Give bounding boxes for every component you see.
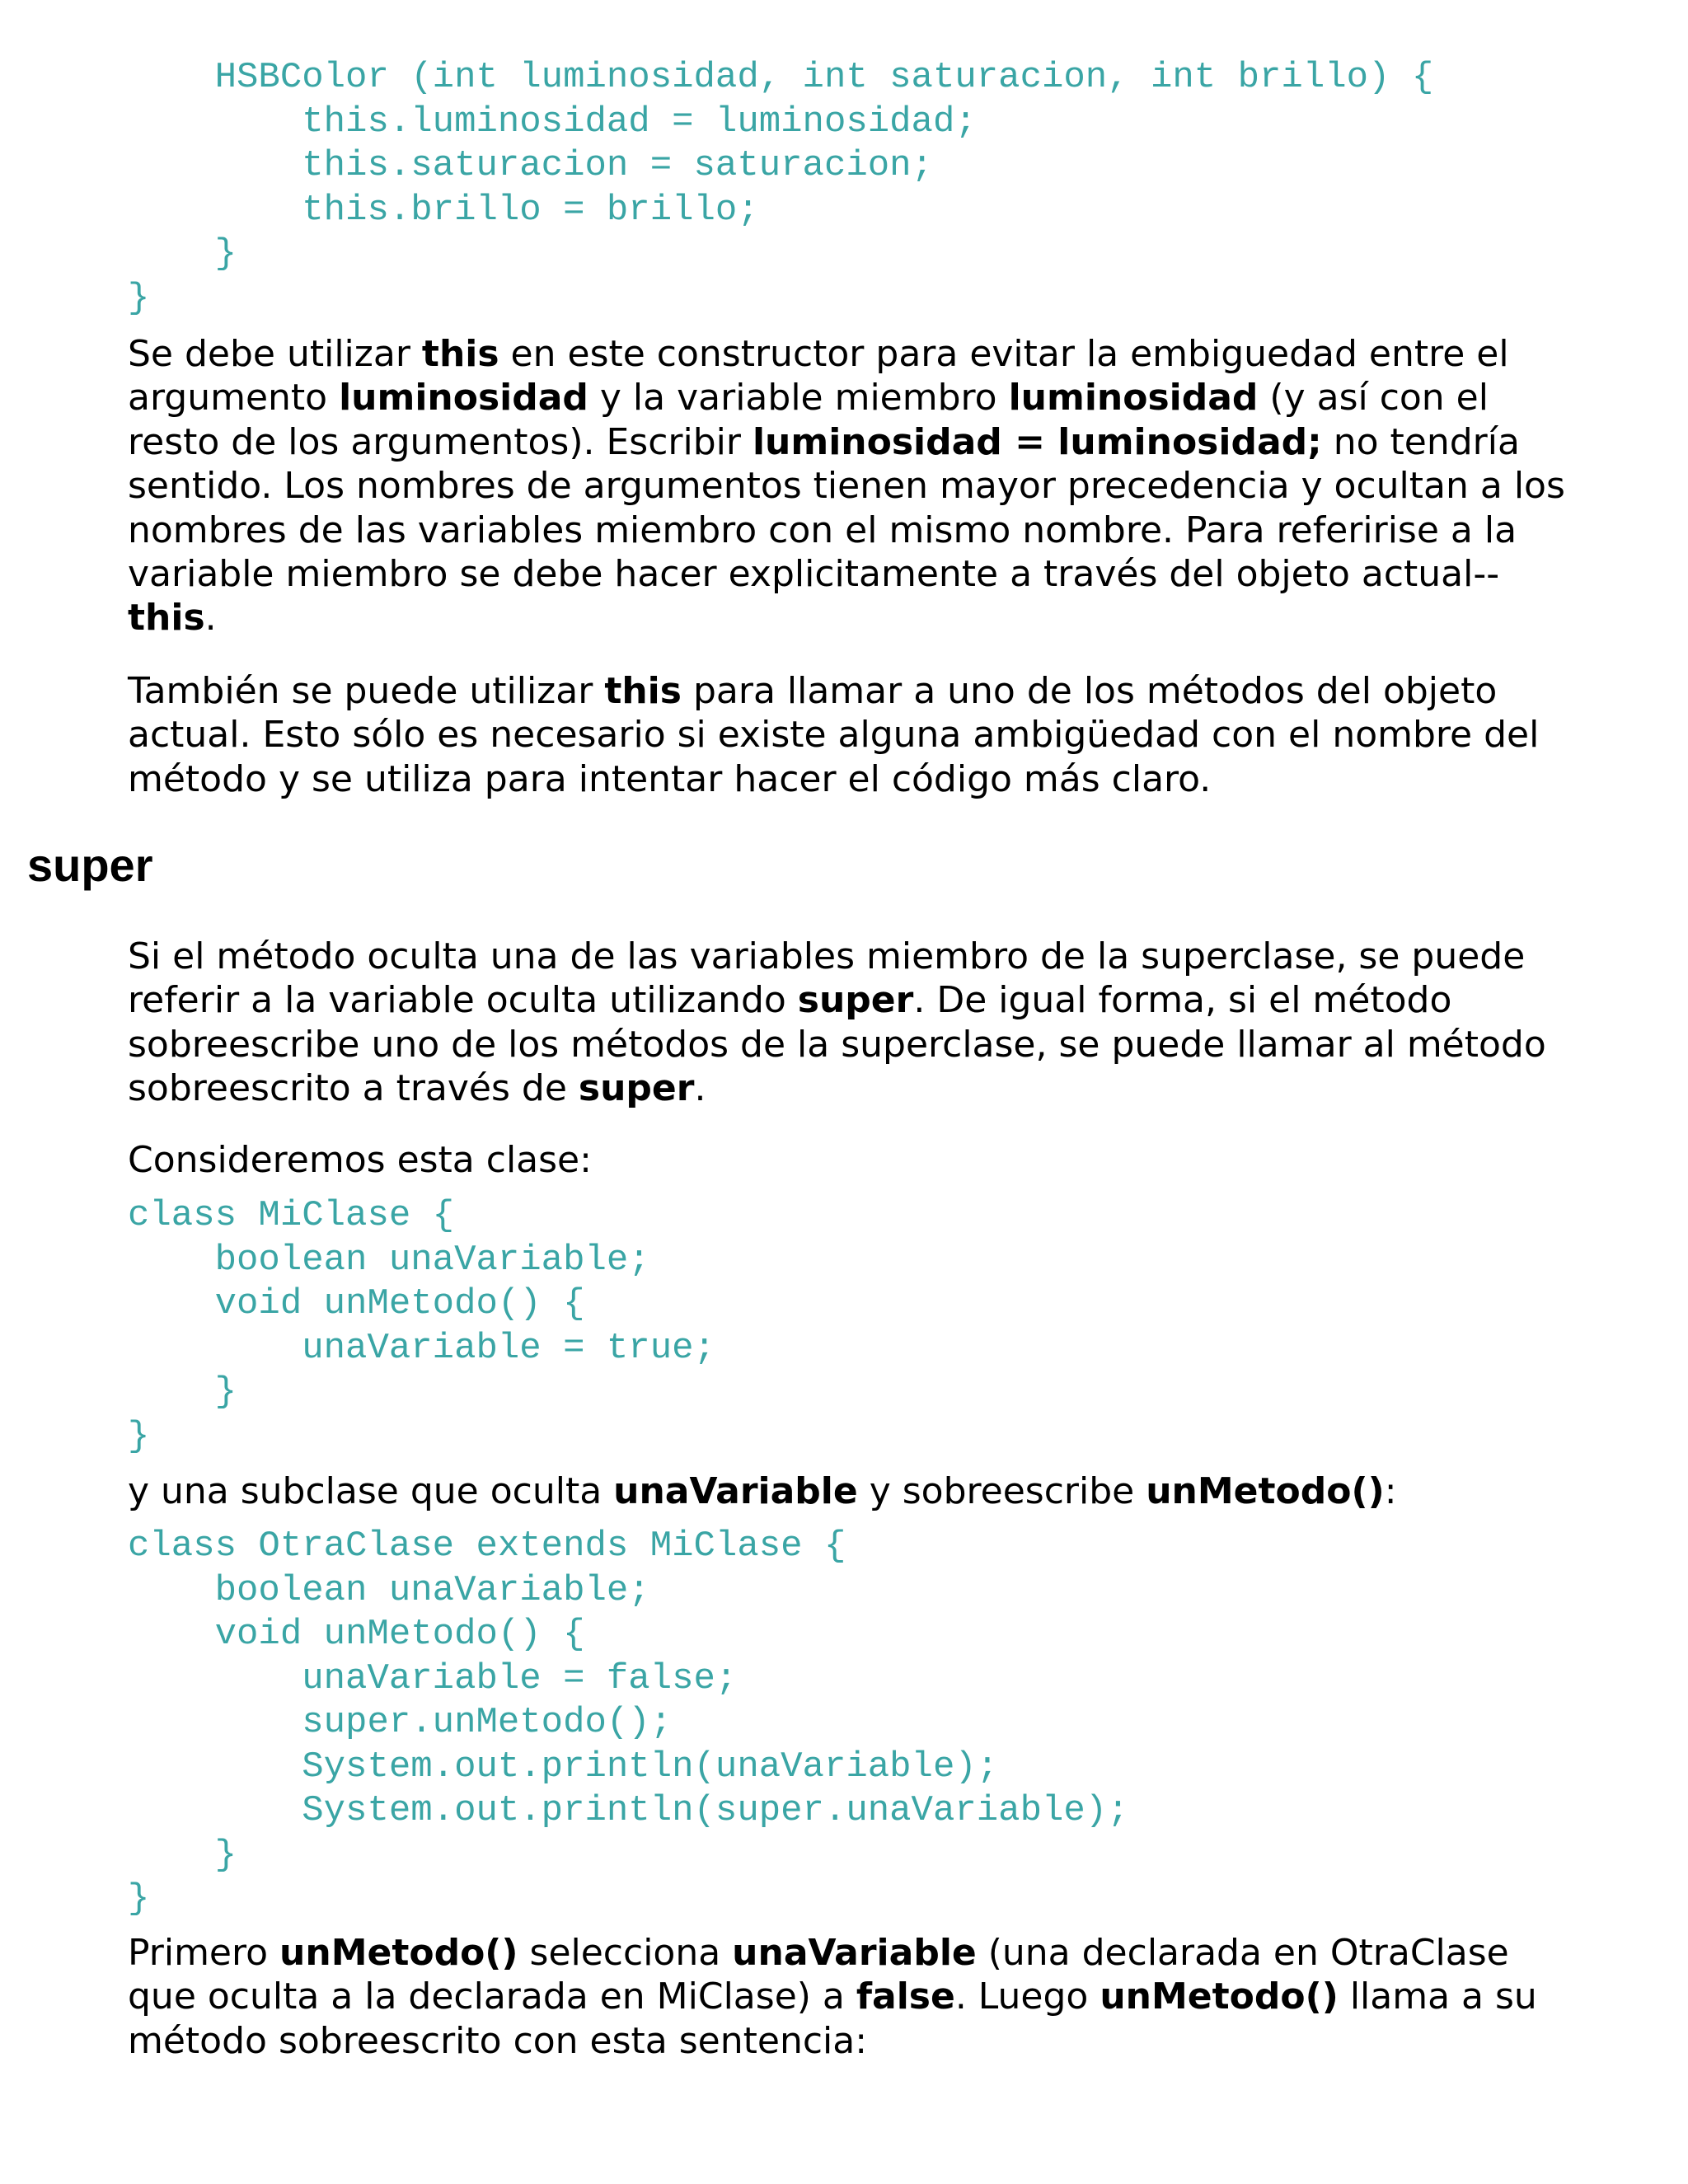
- text-run: (y así con el resto de los argumentos). Escribir: [128, 377, 1489, 463]
- section-heading-super: super: [27, 839, 153, 891]
- bold-term: luminosidad: [1008, 377, 1259, 419]
- text-run: . De igual forma, si el método sobreescribe uno de los métodos de la superclase, se puede llamar al método sobreescrito a través de: [128, 979, 1546, 1110]
- paragraph-this-methods: [128, 669, 1578, 801]
- bold-term: this: [604, 670, 682, 712]
- text-run: .: [204, 597, 217, 640]
- paragraph-subclass: [128, 1469, 1578, 1513]
- bold-term: unaVariable: [613, 1470, 858, 1512]
- bold-term: unMetodo(): [1100, 1975, 1339, 2018]
- text-run: llama a su método sobreescrito con esta sentencia:: [128, 1975, 1537, 2062]
- text-run: en este constructor para evitar la embiguedad entre el argumento: [128, 333, 1509, 419]
- bold-term: super: [797, 979, 914, 1022]
- text-run: selecciona: [518, 1932, 733, 1974]
- paragraph-first-unmetodo: [128, 1931, 1578, 2063]
- paragraph-this-ambiguity: [128, 332, 1578, 640]
- text-run: y sobreescribe: [857, 1470, 1146, 1512]
- text-run: y una subclase que oculta: [128, 1470, 614, 1512]
- text-run: (una declarada en OtraClase que oculta a la declarada en MiClase) a: [128, 1932, 1509, 2018]
- bold-term: super: [578, 1067, 695, 1110]
- text-run: Se debe utilizar: [128, 333, 422, 375]
- text-run: para llamar a uno de los métodos del objeto actual. Esto sólo es necesario si existe alguna ambigüedad con el nombre del método y se utiliza para intentar hacer el código más claro.: [128, 670, 1540, 800]
- paragraph-super-intro: [128, 935, 1578, 1111]
- text-run: :: [1384, 1470, 1397, 1512]
- bold-term: this: [128, 597, 205, 640]
- code-block-miclase: class MiClase { boolean unaVariable; void unMetodo() { unaVariable = true; } }: [128, 1195, 715, 1457]
- code-block-constructor: HSBColor (int luminosidad, int saturacion, int brillo) { this.luminosidad = luminosidad; this.saturacion = saturacion; this.brillo = brillo; } }: [128, 57, 1434, 319]
- text-run: .: [694, 1067, 706, 1110]
- bold-term: luminosidad: [339, 377, 588, 419]
- text-run: También se puede utilizar: [128, 670, 605, 712]
- bold-term: unaVariable: [732, 1932, 977, 1974]
- bold-term: unMetodo(): [279, 1932, 518, 1974]
- code-block-otraclase: class OtraClase extends MiClase { boolean unaVariable; void unMetodo() { unaVariable = false; super.unMetodo(); System.out.println(unaVariable); System.out.println(super.unaVariable); } }: [128, 1526, 1129, 1919]
- text-run: . Luego: [954, 1975, 1100, 2018]
- bold-term: luminosidad = luminosidad;: [752, 420, 1322, 463]
- bold-term: false: [856, 1975, 955, 2018]
- text-run: Primero: [128, 1932, 280, 1974]
- bold-term: unMetodo(): [1146, 1470, 1385, 1512]
- bold-term: this: [421, 333, 499, 375]
- text-run: y la variable miembro: [588, 377, 1009, 419]
- text-run: Si el método oculta una de las variables miembro de la superclase, se puede referir a la variable oculta utilizando: [128, 935, 1526, 1022]
- paragraph-consider: Consideremos esta clase:: [128, 1139, 592, 1181]
- text-run: no tendría sentido. Los nombres de argumentos tienen mayor precedencia y ocultan a los nombres de las variables miembro con el mismo nombre. Para referirise a la variable miembro se debe hacer explicitamente a través del objeto actual--: [128, 420, 1565, 596]
